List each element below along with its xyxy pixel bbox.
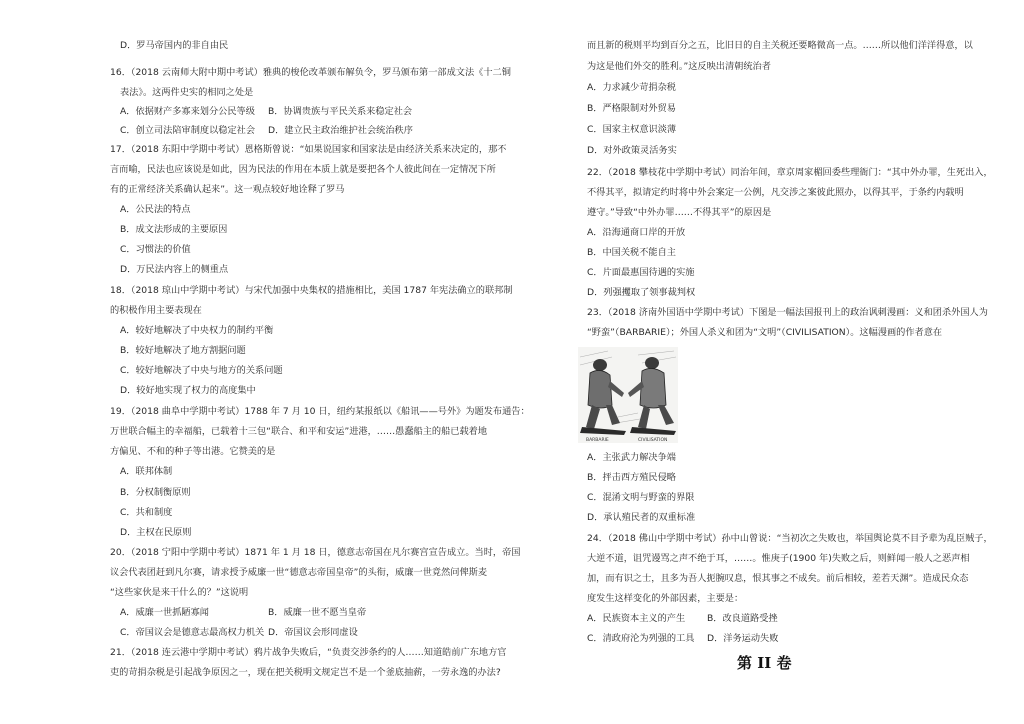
- q23-option-b: B．抨击西方殖民侵略: [587, 472, 676, 483]
- q21-option-b: B．严格限制对外贸易: [587, 103, 676, 114]
- cartoon-caption-left: BARBARIE: [586, 438, 609, 443]
- q21-cont-line1: 而且新的税则平均到百分之五，比旧日的自主关税还要略微高一点。……所以他们洋洋得意，以: [587, 40, 973, 51]
- q20-stem-line3: “这些家伙是来干什么的？”这说明: [110, 587, 249, 598]
- q24-option-c: C．清政府沦为列强的工具: [587, 633, 695, 644]
- q16-stem-line1: 16．（2018 云南师大附中期中考试）雅典的梭伦改革颁布解负令，罗马颁布第一部成文法《十二铜: [110, 67, 511, 78]
- q24-option-a: A．民族资本主义的产生: [587, 613, 686, 624]
- q18-stem-line1: 18．（2018 琼山中学期中考试）与宋代加强中央集权的措施相比，美国 1787 年宪法确立的联邦制: [110, 285, 513, 296]
- q17-stem-line3: 有的正常经济关系确认起来”。这一观点较好地诠释了罗马: [110, 184, 345, 195]
- q23-option-a: A．主张武力解决争端: [587, 452, 676, 463]
- q24-options-row1: [587, 613, 778, 625]
- q24-option-d: D．洋务运动失败: [707, 633, 779, 644]
- q19-option-b: B．分权制衡原则: [120, 487, 191, 498]
- q15-option-d: D．罗马帝国内的非自由民: [120, 40, 229, 51]
- q16-stem-line2: 表法》。这两件史实的相同之处是: [120, 87, 254, 98]
- q22-stem-line3: 遵守。”导致“中外办罪……不得其平”的原因是: [587, 207, 772, 218]
- q16-options-row1: [120, 106, 412, 118]
- q16-options-row2: [120, 125, 413, 137]
- q20-stem-line2: 议会代表团赶到凡尔赛，请求授予威廉一世“德意志帝国皇帝”的头衔，威廉一世竟然问俾斯麦: [110, 567, 488, 578]
- q16-option-a: A．依据财产多寡来划分公民等级: [120, 106, 255, 117]
- q22-option-d: D．列强攫取了领事裁判权: [587, 287, 696, 298]
- q20-option-a: A．威廉一世抓陋寡闻: [120, 607, 209, 618]
- q18-option-d: D．较好地实现了权力的高度集中: [120, 385, 256, 396]
- q17-option-a: A．公民法的特点: [120, 204, 191, 215]
- q21-stem-line2: 吏的苛捐杂税是引起战争原因之一，现在把关税明文规定岂不是一个釜底抽薪，一劳永逸的办法?: [110, 667, 501, 678]
- q21-option-c: C．国家主权意识淡薄: [587, 124, 677, 135]
- q22-stem-line1: 22．（2018 攀枝花中学期中考试）同治年间，章京周家楣回委些理衙门：“其中外办罪，生死出入，: [587, 167, 993, 178]
- q21-cont-line2: 为这是他们外交的胜利。”这反映出清朝统治者: [587, 61, 771, 72]
- q23-stem-line1: 23．（2018 济南外国语中学期中考试）下图是一幅法国报刊上的政治讽刺漫画：义和团杀外国人为: [587, 307, 988, 318]
- q24-stem-line3: 加，而有识之士，且多为吾人扼腕叹息，恨其事之不成矣。前后相较，差若天渊”。造成民众态: [587, 573, 969, 584]
- q23-option-d: D．承认殖民者的双重标准: [587, 512, 696, 523]
- q22-stem-line2: 不得其平，拟请定约时将中外会案定一公例，凡交涉之案彼此照办，以得其平，于条约内载明: [587, 187, 964, 198]
- q19-option-c: C．共和制度: [120, 507, 173, 518]
- q18-option-a: A．较好地解决了中央权力的制约平衡: [120, 325, 274, 336]
- q21-stem-line1: 21．（2018 连云港中学期中考试）鸦片战争失败后，“负责交涉条约的人……知道皓前广东地方官: [110, 647, 507, 658]
- q20-options-row1: [120, 607, 366, 619]
- q17-option-d: D．万民法内容上的侧重点: [120, 264, 229, 275]
- q20-option-c: C．帝国议会是德意志最高权力机关: [120, 627, 265, 638]
- q20-option-b: B．威廉一世不愿当皇帝: [268, 607, 367, 618]
- q19-option-a: A．联邦体制: [120, 466, 173, 477]
- q18-stem-line2: 的积极作用主要表现在: [110, 305, 202, 316]
- q21-option-a: A．力求减少苛捐杂税: [587, 82, 676, 93]
- q16-option-b: B．协调贵族与平民关系来稳定社会: [268, 106, 413, 117]
- q17-option-c: C．习惯法的价值: [120, 244, 191, 255]
- cartoon-caption-right: CIVILISATION: [638, 438, 668, 443]
- q23-option-c: C．混淆文明与野蛮的界限: [587, 492, 695, 503]
- q17-option-b: B．成文法形成的主要原因: [120, 224, 228, 235]
- q24-stem-line2: 大逆不道，诅咒谩骂之声不绝于耳，……。惟庚子(1900 年)失败之后，则鲜闻一般人之恶声相: [587, 553, 970, 564]
- q20-options-row2: [120, 627, 358, 639]
- q16-option-c: C．创立司法陪审制度以稳定社会: [120, 125, 256, 136]
- q16-option-d: D．建立民主政治维护社会统治秩序: [268, 125, 413, 136]
- q24-option-b: B．改良道路受挫: [707, 613, 778, 624]
- q24-stem-line4: 度发生这样变化的外部因素，主要是：: [587, 593, 744, 604]
- q18-option-b: B．较好地解决了地方割据问题: [120, 345, 246, 356]
- q20-stem-line1: 20．（2018 宁阳中学期中考试）1871 年 1 月 18 日，德意志帝国在凡尔赛宫宣告成立。当时，帝国: [110, 547, 521, 558]
- q18-option-c: C．较好地解决了中央与地方的关系问题: [120, 365, 283, 376]
- q19-stem-line3: 方偏见、不和的种子等出港。它赞美的是: [110, 446, 276, 457]
- q17-stem-line2: 言而喻，民法也应该说是如此，因为民法的作用在本质上就是要把各个人彼此间在一定情况下所: [110, 164, 496, 175]
- q21-option-d: D．对外政策灵活务实: [587, 145, 677, 156]
- q19-stem-line1: 19．（2018 曲阜中学期中考试）1788 年 7 月 10 日，纽约某报纸以《船讯——号外》为题发布通告：: [110, 406, 530, 417]
- q19-stem-line2: 万世联合幅主的幸福船，已载着十三包“联合、和平和安运”进港，……愚蠢船主的船已载着地: [110, 426, 488, 437]
- q20-option-d: D．帝国议会形同虚设: [268, 627, 358, 638]
- boxer-cartoon-image: [578, 347, 678, 443]
- q24-stem-line1: 24．（2018 佛山中学期中考试）孙中山曾说：“当初次之失败也，举国舆论莫不目予辈为乱臣贼子，: [587, 533, 993, 544]
- q17-stem-line1: 17．（2018 东阳中学期中考试）恩格斯曾说：“如果说国家和国家法是由经济关系来决定的，那不: [110, 144, 507, 155]
- q23-stem-line2: “野蛮”（BARBARIE）；外国人杀义和团为“文明”（CIVILISATION）。这幅漫画的作者意在: [587, 327, 943, 338]
- q19-option-d: D．主权在民原则: [120, 527, 192, 538]
- part-two-heading: 第 II 卷: [737, 654, 792, 672]
- q24-options-row2: [587, 633, 778, 645]
- q22-option-b: B．中国关税不能自主: [587, 247, 676, 258]
- q22-option-c: C．片面最惠国待遇的实施: [587, 267, 695, 278]
- q22-option-a: A．沿海通商口岸的开放: [587, 227, 686, 238]
